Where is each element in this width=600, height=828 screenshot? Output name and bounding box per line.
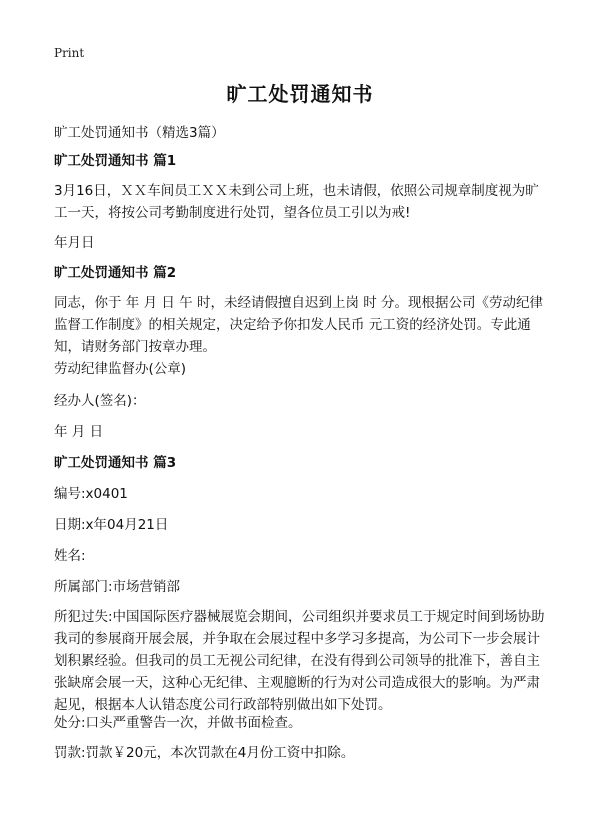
document-subtitle: 旷工处罚通知书（精选3篇） (54, 125, 225, 141)
section-3-department: 所属部门:市场营销部 (54, 579, 181, 595)
section-2-date: 年 月 日 (54, 424, 104, 440)
section-3-fine: 罚款:罚款￥20元，本次罚款在4月份工资中扣除。 (54, 745, 355, 761)
section-2-issuer: 劳动纪律监督办(公章) (54, 361, 187, 377)
section-3-date: 日期:x年04月21日 (54, 517, 169, 533)
print-label: Print (54, 46, 85, 60)
section-3-offense: 所犯过失:中国国际医疗器械展览会期间，公司组织并要求员工于规定时间到场协助我司的参展商开展会展，并争取在会展过程中多学习多提高，为公司下一步会展计划积累经验。但我司的员工无视公司纪律，在没有得到公司领导的批准下，善自主张缺席会展一天，这种心无纪律、主观臆断的行为对公司造成很大的影响。为严肃起见，根据本人认错态度公司行政部特别做出如下处罚。 (54, 609, 545, 713)
section-1-heading: 旷工处罚通知书 篇1 (54, 153, 177, 169)
section-2-handler: 经办人(签名)： (54, 393, 146, 409)
section-3-punishment: 处分:口头严重警告一次，并做书面检查。 (54, 715, 302, 731)
section-2-body: 同志，你于 年 月 日 午 时，未经请假擅自迟到上岗 时 分。现根据公司《劳动纪律监督工作制度》的相关规定，决定给予你扣发人民币 元工资的经济处罚。专此通知，请财务部门按章办理。 (54, 295, 544, 355)
section-3-name: 姓名: (54, 548, 86, 564)
page-title: 旷工处罚通知书 (226, 82, 374, 106)
section-3-heading: 旷工处罚通知书 篇3 (54, 455, 177, 471)
section-2-heading: 旷工处罚通知书 篇2 (54, 265, 177, 281)
section-1-date: 年月日 (54, 235, 95, 251)
section-3-number: 编号:x0401 (54, 486, 128, 502)
section-1-body: 3月16日，ＸＸ车间员工ＸＸ未到公司上班，也未请假，依照公司规章制度视为旷工一天，将按公司考勤制度进行处罚，望各位员工引以为戒! (54, 183, 539, 221)
